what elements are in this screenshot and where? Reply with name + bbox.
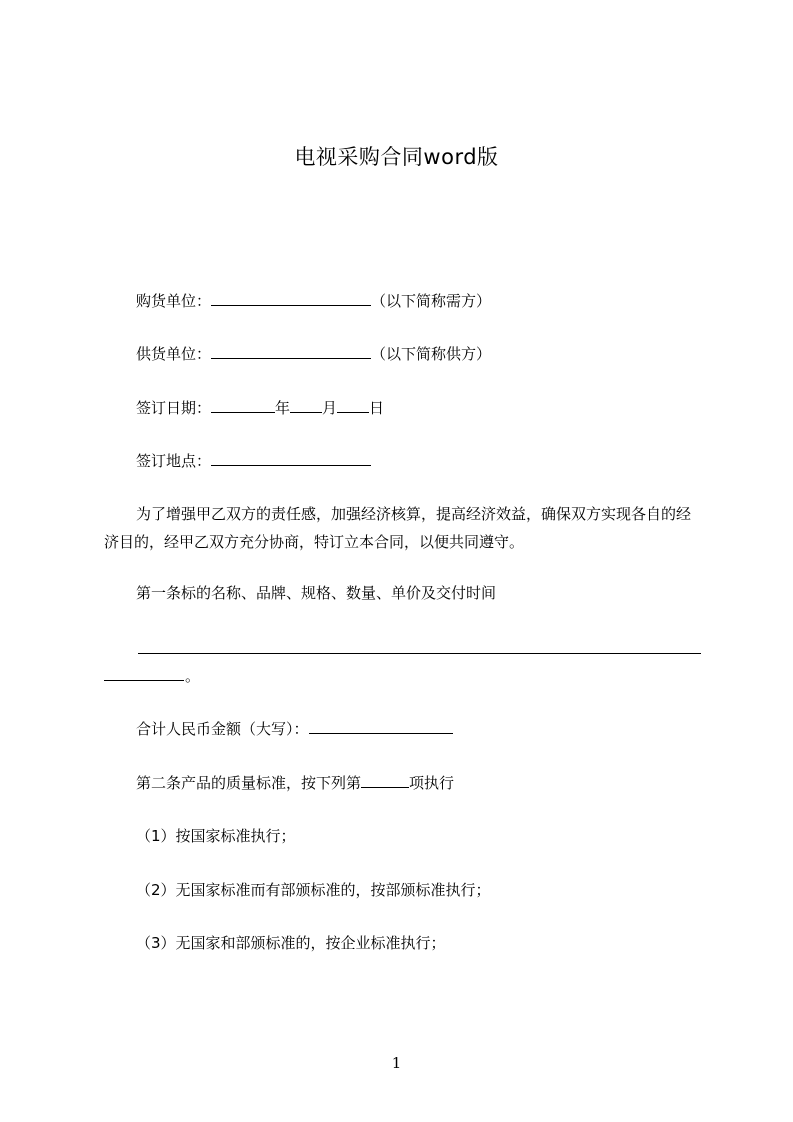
document-title: 电视采购合同word版	[294, 145, 499, 169]
place-label: 签订地点：	[136, 452, 212, 470]
date-month-label: 月	[322, 399, 338, 417]
place-blank[interactable]	[211, 451, 371, 466]
article-1-blank-line-2[interactable]	[104, 680, 184, 681]
seller-blank[interactable]	[211, 344, 371, 359]
buyer-line	[136, 290, 491, 312]
article-2-prefix: 第二条产品的质量标准，按下列第	[136, 774, 362, 792]
article-1: 第一条标的名称、品牌、规格、数量、单价及交付时间	[136, 584, 497, 602]
total-amount-label: 合计人民币金额（大写）：	[136, 720, 309, 738]
date-month-blank[interactable]	[290, 398, 322, 413]
intro-paragraph	[104, 500, 704, 556]
quality-item-2: （2）无国家标准而有部颁标准的，按部颁标准执行；	[136, 881, 491, 899]
place-line	[136, 450, 371, 472]
seller-suffix: （以下简称供方）	[371, 345, 492, 363]
date-year-blank[interactable]	[211, 398, 275, 413]
intro-text: 为了增强甲乙双方的责任感，加强经济核算，提高经济效益，确保双方实现各自的经济目的，经甲乙双方充分协商，特订立本合同，以便共同遵守。	[104, 505, 692, 551]
seller-line	[136, 343, 491, 365]
article-2	[136, 772, 454, 794]
article-1-blank-line-1[interactable]	[138, 653, 701, 654]
quality-item-3: （3）无国家和部颁标准的，按企业标准执行；	[136, 934, 446, 952]
date-day-blank[interactable]	[337, 398, 369, 413]
buyer-label: 购货单位：	[136, 292, 212, 310]
buyer-blank[interactable]	[211, 291, 371, 306]
date-year-label: 年	[275, 399, 291, 417]
date-label: 签订日期：	[136, 399, 212, 417]
article-2-blank[interactable]	[361, 773, 409, 788]
quality-item-1: （1）按国家标准执行；	[136, 827, 296, 845]
seller-label: 供货单位：	[136, 345, 212, 363]
date-line	[136, 397, 384, 419]
date-day-label: 日	[369, 399, 385, 417]
total-amount-line	[136, 718, 453, 740]
buyer-suffix: （以下简称需方）	[371, 292, 492, 310]
total-amount-blank[interactable]	[309, 719, 453, 734]
page-number: 1	[391, 1054, 402, 1072]
article-1-end-mark: 。	[185, 667, 201, 685]
article-2-suffix: 项执行	[409, 774, 455, 792]
